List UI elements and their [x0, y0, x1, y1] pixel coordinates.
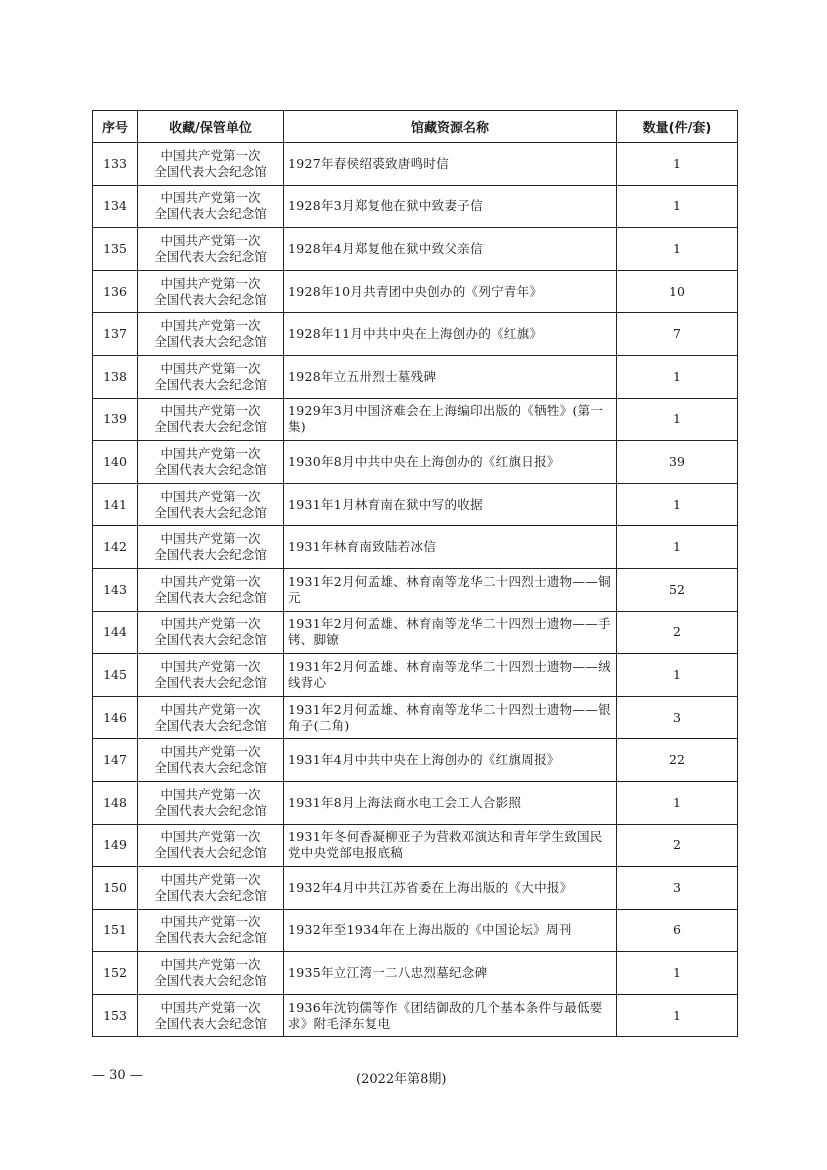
table-row: [93, 867, 738, 910]
row-unit-line2: 全国代表大会纪念馆: [154, 973, 267, 989]
row-quantity: 1: [617, 994, 738, 1037]
table-row: [93, 526, 738, 569]
row-resource-name: 1935年立江湾一二八忠烈墓纪念碑: [284, 952, 617, 995]
row-unit-line1: 中国共产党第一次: [160, 999, 261, 1015]
row-serial: 138: [93, 355, 138, 398]
row-quantity: 6: [617, 909, 738, 952]
table-row: [93, 696, 738, 739]
row-unit-line2: 全国代表大会纪念馆: [154, 760, 267, 776]
row-unit: [138, 526, 284, 569]
row-quantity: 1: [617, 781, 738, 824]
table-row: [93, 398, 738, 441]
table-row: [93, 313, 738, 356]
row-unit-line1: 中国共产党第一次: [160, 829, 261, 845]
row-unit: [138, 568, 284, 611]
row-unit: [138, 611, 284, 654]
row-quantity: 39: [617, 441, 738, 484]
row-serial: 153: [93, 994, 138, 1037]
row-serial: 147: [93, 739, 138, 782]
row-unit-line1: 中国共产党第一次: [160, 403, 261, 419]
row-resource-name: 1931年2月何孟雄、林育南等龙华二十四烈士遗物——手铐、脚镣: [284, 611, 617, 654]
row-unit-line1: 中国共产党第一次: [160, 957, 261, 973]
row-unit-line1: 中国共产党第一次: [160, 445, 261, 461]
row-resource-name: 1927年春侯绍裘致唐鸣时信: [284, 143, 617, 186]
table-body: [93, 143, 738, 1037]
row-unit: [138, 441, 284, 484]
row-resource-name: 1928年3月郑复他在狱中致妻子信: [284, 185, 617, 228]
row-quantity: 3: [617, 867, 738, 910]
row-serial: 142: [93, 526, 138, 569]
row-quantity: 1: [617, 185, 738, 228]
row-quantity: 2: [617, 611, 738, 654]
row-unit-line1: 中国共产党第一次: [160, 147, 261, 163]
table-row: [93, 994, 738, 1037]
table-row: [93, 355, 738, 398]
row-resource-name: 1931年冬何香凝柳亚子为营救邓演达和青年学生致国民党中央党部电报底稿: [284, 824, 617, 867]
header-quantity: 数量(件/套): [617, 111, 738, 143]
row-serial: 151: [93, 909, 138, 952]
row-unit-line2: 全国代表大会纪念馆: [154, 674, 267, 690]
row-quantity: 1: [617, 228, 738, 271]
row-quantity: 1: [617, 143, 738, 186]
page-number: — 30 —: [92, 1068, 143, 1083]
row-unit: [138, 270, 284, 313]
row-resource-name: 1928年4月郑复他在狱中致父亲信: [284, 228, 617, 271]
row-unit-line2: 全国代表大会纪念馆: [154, 419, 267, 435]
row-unit-line1: 中国共产党第一次: [160, 275, 261, 291]
row-quantity: 22: [617, 739, 738, 782]
row-serial: 146: [93, 696, 138, 739]
row-unit-line2: 全国代表大会纪念馆: [154, 845, 267, 861]
row-unit-line2: 全国代表大会纪念馆: [154, 802, 267, 818]
row-unit: [138, 909, 284, 952]
row-resource-name: 1932年至1934年在上海出版的《中国论坛》周刊: [284, 909, 617, 952]
row-quantity: 3: [617, 696, 738, 739]
row-serial: 133: [93, 143, 138, 186]
row-unit: [138, 824, 284, 867]
row-unit-line2: 全国代表大会纪念馆: [154, 632, 267, 648]
table-row: [93, 611, 738, 654]
row-quantity: 1: [617, 654, 738, 697]
row-unit: [138, 739, 284, 782]
row-unit: [138, 867, 284, 910]
row-unit-line1: 中国共产党第一次: [160, 871, 261, 887]
row-unit-line1: 中国共产党第一次: [160, 744, 261, 760]
row-resource-name: 1931年林育南致陆若冰信: [284, 526, 617, 569]
row-serial: 140: [93, 441, 138, 484]
row-serial: 152: [93, 952, 138, 995]
table-row: [93, 143, 738, 186]
row-unit: [138, 994, 284, 1037]
row-unit-line1: 中国共产党第一次: [160, 573, 261, 589]
row-unit-line1: 中国共产党第一次: [160, 360, 261, 376]
row-unit: [138, 398, 284, 441]
row-unit-line2: 全国代表大会纪念馆: [154, 887, 267, 903]
row-serial: 141: [93, 483, 138, 526]
row-resource-name: 1931年1月林育南在狱中写的收据: [284, 483, 617, 526]
row-resource-name: 1928年10月共青团中央创办的《列宁青年》: [284, 270, 617, 313]
row-serial: 137: [93, 313, 138, 356]
row-resource-name: 1932年4月中共江苏省委在上海出版的《大中报》: [284, 867, 617, 910]
row-quantity: 2: [617, 824, 738, 867]
row-unit-line2: 全国代表大会纪念馆: [154, 1015, 267, 1031]
row-unit-line2: 全国代表大会纪念馆: [154, 291, 267, 307]
row-unit-line1: 中国共产党第一次: [160, 658, 261, 674]
row-unit: [138, 185, 284, 228]
row-unit: [138, 355, 284, 398]
table-row: [93, 781, 738, 824]
table-row: [93, 909, 738, 952]
row-unit-line1: 中国共产党第一次: [160, 318, 261, 334]
table-row: [93, 739, 738, 782]
table-row: [93, 824, 738, 867]
table-row: [93, 270, 738, 313]
row-unit-line1: 中国共产党第一次: [160, 616, 261, 632]
row-serial: 150: [93, 867, 138, 910]
row-quantity: 1: [617, 483, 738, 526]
row-serial: 134: [93, 185, 138, 228]
row-serial: 148: [93, 781, 138, 824]
header-unit: 收藏/保管单位: [138, 111, 284, 143]
row-serial: 144: [93, 611, 138, 654]
row-unit: [138, 313, 284, 356]
row-unit-line2: 全国代表大会纪念馆: [154, 717, 267, 733]
row-resource-name: 1931年4月中共中央在上海创办的《红旗周报》: [284, 739, 617, 782]
row-unit: [138, 696, 284, 739]
row-quantity: 1: [617, 952, 738, 995]
table-header-row: [93, 111, 738, 143]
row-quantity: 1: [617, 398, 738, 441]
table-row: [93, 441, 738, 484]
row-resource-name: 1929年3月中国济难会在上海编印出版的《牺牲》(第一集): [284, 398, 617, 441]
header-resource-name: 馆藏资源名称: [284, 111, 617, 143]
row-unit-line2: 全国代表大会纪念馆: [154, 376, 267, 392]
row-unit-line2: 全国代表大会纪念馆: [154, 589, 267, 605]
row-resource-name: 1928年11月中共中央在上海创办的《红旗》: [284, 313, 617, 356]
row-resource-name: 1931年8月上海法商水电工会工人合影照: [284, 781, 617, 824]
row-unit: [138, 483, 284, 526]
row-resource-name: 1931年2月何孟雄、林育南等龙华二十四烈士遗物——铜元: [284, 568, 617, 611]
row-unit-line2: 全国代表大会纪念馆: [154, 334, 267, 350]
row-serial: 143: [93, 568, 138, 611]
row-unit-line2: 全国代表大会纪念馆: [154, 206, 267, 222]
row-unit: [138, 654, 284, 697]
table-row: [93, 228, 738, 271]
table-row: [93, 654, 738, 697]
row-unit-line2: 全国代表大会纪念馆: [154, 461, 267, 477]
table-row: [93, 185, 738, 228]
row-unit: [138, 781, 284, 824]
row-quantity: 1: [617, 355, 738, 398]
row-resource-name: 1936年沈钧儒等作《团结御敌的几个基本条件与最低要求》附毛泽东复电: [284, 994, 617, 1037]
row-unit-line1: 中国共产党第一次: [160, 190, 261, 206]
row-serial: 135: [93, 228, 138, 271]
row-quantity: 52: [617, 568, 738, 611]
row-unit-line2: 全国代表大会纪念馆: [154, 504, 267, 520]
row-unit-line2: 全国代表大会纪念馆: [154, 547, 267, 563]
row-unit-line1: 中国共产党第一次: [160, 232, 261, 248]
row-resource-name: 1931年2月何孟雄、林育南等龙华二十四烈士遗物——银角子(二角): [284, 696, 617, 739]
row-quantity: 7: [617, 313, 738, 356]
collection-table: [92, 110, 738, 1037]
row-resource-name: 1931年2月何孟雄、林育南等龙华二十四烈士遗物——绒线背心: [284, 654, 617, 697]
row-unit-line2: 全国代表大会纪念馆: [154, 930, 267, 946]
table-row: [93, 483, 738, 526]
row-serial: 139: [93, 398, 138, 441]
row-unit-line1: 中国共产党第一次: [160, 531, 261, 547]
row-unit-line1: 中国共产党第一次: [160, 701, 261, 717]
row-serial: 145: [93, 654, 138, 697]
row-serial: 136: [93, 270, 138, 313]
row-unit-line1: 中国共产党第一次: [160, 786, 261, 802]
row-unit-line2: 全国代表大会纪念馆: [154, 163, 267, 179]
header-serial: 序号: [93, 111, 138, 143]
row-unit: [138, 952, 284, 995]
row-quantity: 10: [617, 270, 738, 313]
row-unit-line1: 中国共产党第一次: [160, 914, 261, 930]
row-unit-line1: 中国共产党第一次: [160, 488, 261, 504]
table-row: [93, 568, 738, 611]
row-unit-line2: 全国代表大会纪念馆: [154, 248, 267, 264]
row-resource-name: 1928年立五卅烈士墓残碑: [284, 355, 617, 398]
issue-label: (2022年第8期): [356, 1072, 447, 1087]
table-row: [93, 952, 738, 995]
row-unit: [138, 228, 284, 271]
row-unit: [138, 143, 284, 186]
row-quantity: 1: [617, 526, 738, 569]
row-serial: 149: [93, 824, 138, 867]
row-resource-name: 1930年8月中共中央在上海创办的《红旗日报》: [284, 441, 617, 484]
